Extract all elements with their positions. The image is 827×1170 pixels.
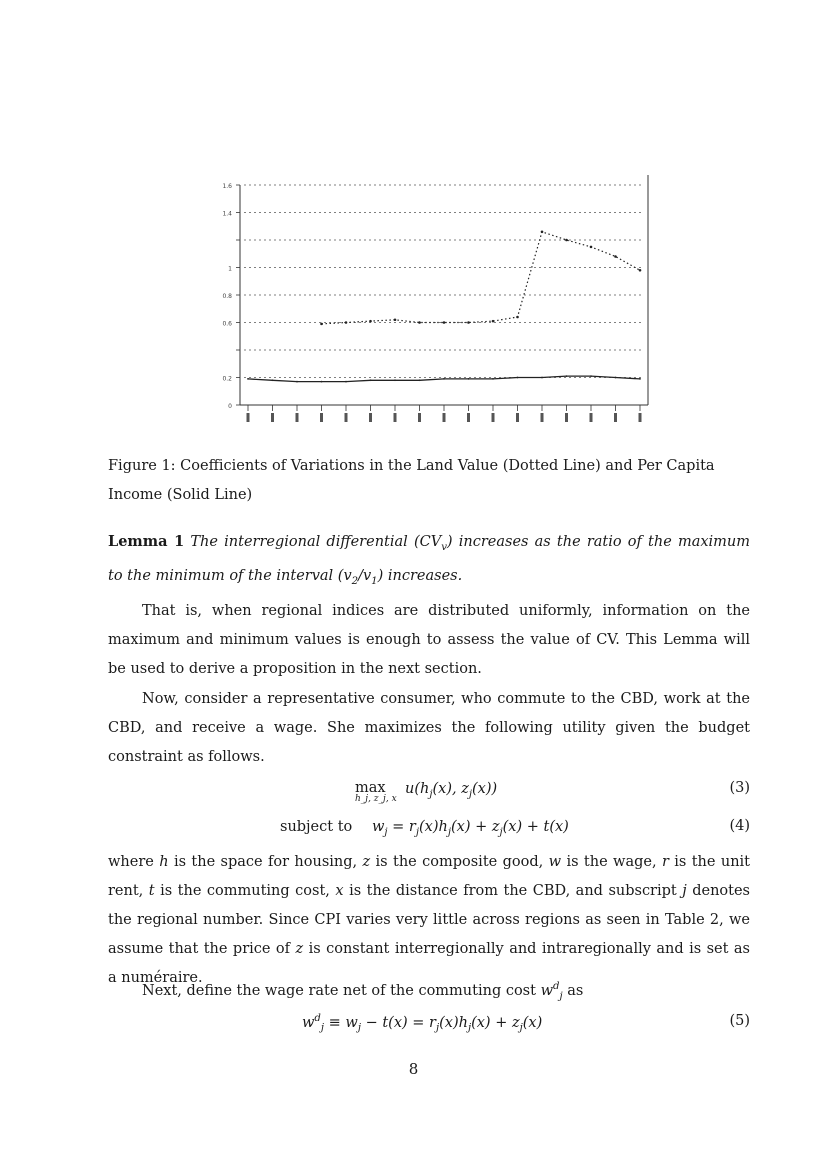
income-point	[615, 377, 617, 379]
land-value-point	[443, 321, 446, 324]
land-value-point	[639, 269, 642, 272]
equation-4-number: (4)	[729, 818, 750, 834]
equation-3-operator: max h_j, z_j, x	[355, 780, 397, 804]
equation-3-number: (3)	[729, 780, 750, 796]
page-number: 8	[408, 1060, 419, 1078]
x-tick-label	[247, 413, 250, 422]
income-point	[566, 375, 568, 377]
income-point	[541, 377, 543, 379]
income-point	[468, 378, 470, 380]
land-value-cv-line	[322, 232, 641, 324]
land-value-point	[541, 230, 544, 233]
income-point	[247, 378, 249, 380]
paragraph-3: where h is the space for housing, z is the composite good, w is the wage, r is the unit rent, t is the commuting cost, x is the distance from the CBD, and subscript j denotes the regional number. Since CPI varies very little across regions as seen in Table 2, we assume that the price of z is constant interregionally and intraregionally and is set as a numéraire.	[108, 854, 751, 986]
income-point	[590, 375, 592, 377]
x-tick-label	[296, 413, 299, 422]
land-value-point	[492, 320, 495, 323]
income-point	[345, 381, 347, 383]
income-point	[517, 377, 519, 379]
x-tick-label	[443, 413, 446, 422]
figure-chart	[196, 165, 661, 450]
figure-caption: Figure 1: Coefficients of Variations in the Land Value (Dotted Line) and Per Capita Income (Solid Line)	[108, 458, 715, 503]
y-tick-label: 0.2	[222, 375, 232, 383]
lemma	[108, 527, 750, 596]
income-point	[639, 378, 641, 380]
income-point	[296, 381, 298, 383]
income-point	[419, 379, 421, 381]
y-tick-label: 1	[228, 265, 232, 273]
land-value-point	[369, 320, 372, 323]
income-point	[370, 379, 372, 381]
x-tick-label	[516, 413, 519, 422]
income-point	[443, 378, 445, 380]
land-value-point	[565, 239, 568, 242]
equation-3: $u(h_j(x)$, $z_j(x)$)	[405, 781, 498, 800]
paragraph-4: Next, define the wage rate net of the commuting cost $w^d_j$ as	[142, 981, 584, 1002]
x-tick-label	[418, 413, 421, 422]
y-tick-label: 1.4	[222, 210, 232, 218]
equation-5-number: (5)	[729, 1013, 750, 1029]
x-tick-label	[492, 413, 495, 422]
x-tick-label	[467, 413, 470, 422]
income-point	[272, 379, 274, 381]
x-tick-label	[394, 413, 397, 422]
x-tick-label	[345, 413, 348, 422]
income-point	[321, 381, 323, 383]
land-value-point	[345, 321, 348, 324]
paragraph-2: Now, consider a representative consumer, who commute to the CBD, work at the CBD, and receive a wage. She maximizes the following utility given the budget constraint as follows.	[108, 691, 750, 765]
y-tick-label: 0.6	[222, 320, 232, 328]
income-point	[492, 378, 494, 380]
x-tick-label	[320, 413, 323, 422]
equation-4: $w_j = r_j(x)h_j(x) + z_j(x) + t(x)$	[372, 819, 569, 838]
x-tick-label	[639, 413, 642, 422]
x-tick-label	[271, 413, 274, 422]
x-tick-label	[614, 413, 617, 422]
paragraph-1: That is, when regional indices are distributed uniformly, information on the maximum and minimum values is enough to assess the value of CV. This Lemma will be used to derive a proposition in the next section.	[108, 603, 750, 677]
land-value-point	[614, 255, 617, 258]
land-value-point	[516, 316, 519, 319]
lemma-text: The interregional differential $(CV_v)$ increases as the ratio of the maximum to the minimum of the interval $(v_2/v_1)$ increases.	[108, 534, 750, 587]
land-value-point	[467, 321, 470, 324]
x-tick-label	[541, 413, 544, 422]
y-tick-label: 1.6	[222, 183, 232, 190]
y-tick-label: 0.8	[222, 293, 232, 300]
land-value-point	[418, 321, 421, 324]
income-point	[394, 379, 396, 381]
y-tick-label: 0	[228, 403, 232, 410]
x-tick-label	[565, 413, 568, 422]
x-tick-label	[369, 413, 372, 422]
lemma-head: Lemma 1	[108, 533, 185, 550]
equation-4-prefix: subject to	[280, 819, 353, 835]
equation-5: $w^d_j \equiv w_j - t(x) = r_j(x)h_j(x) + z_j(x)$	[302, 1013, 543, 1034]
land-value-point	[394, 318, 397, 321]
land-value-point	[590, 246, 593, 249]
land-value-point	[320, 323, 323, 326]
x-tick-label	[590, 413, 593, 422]
